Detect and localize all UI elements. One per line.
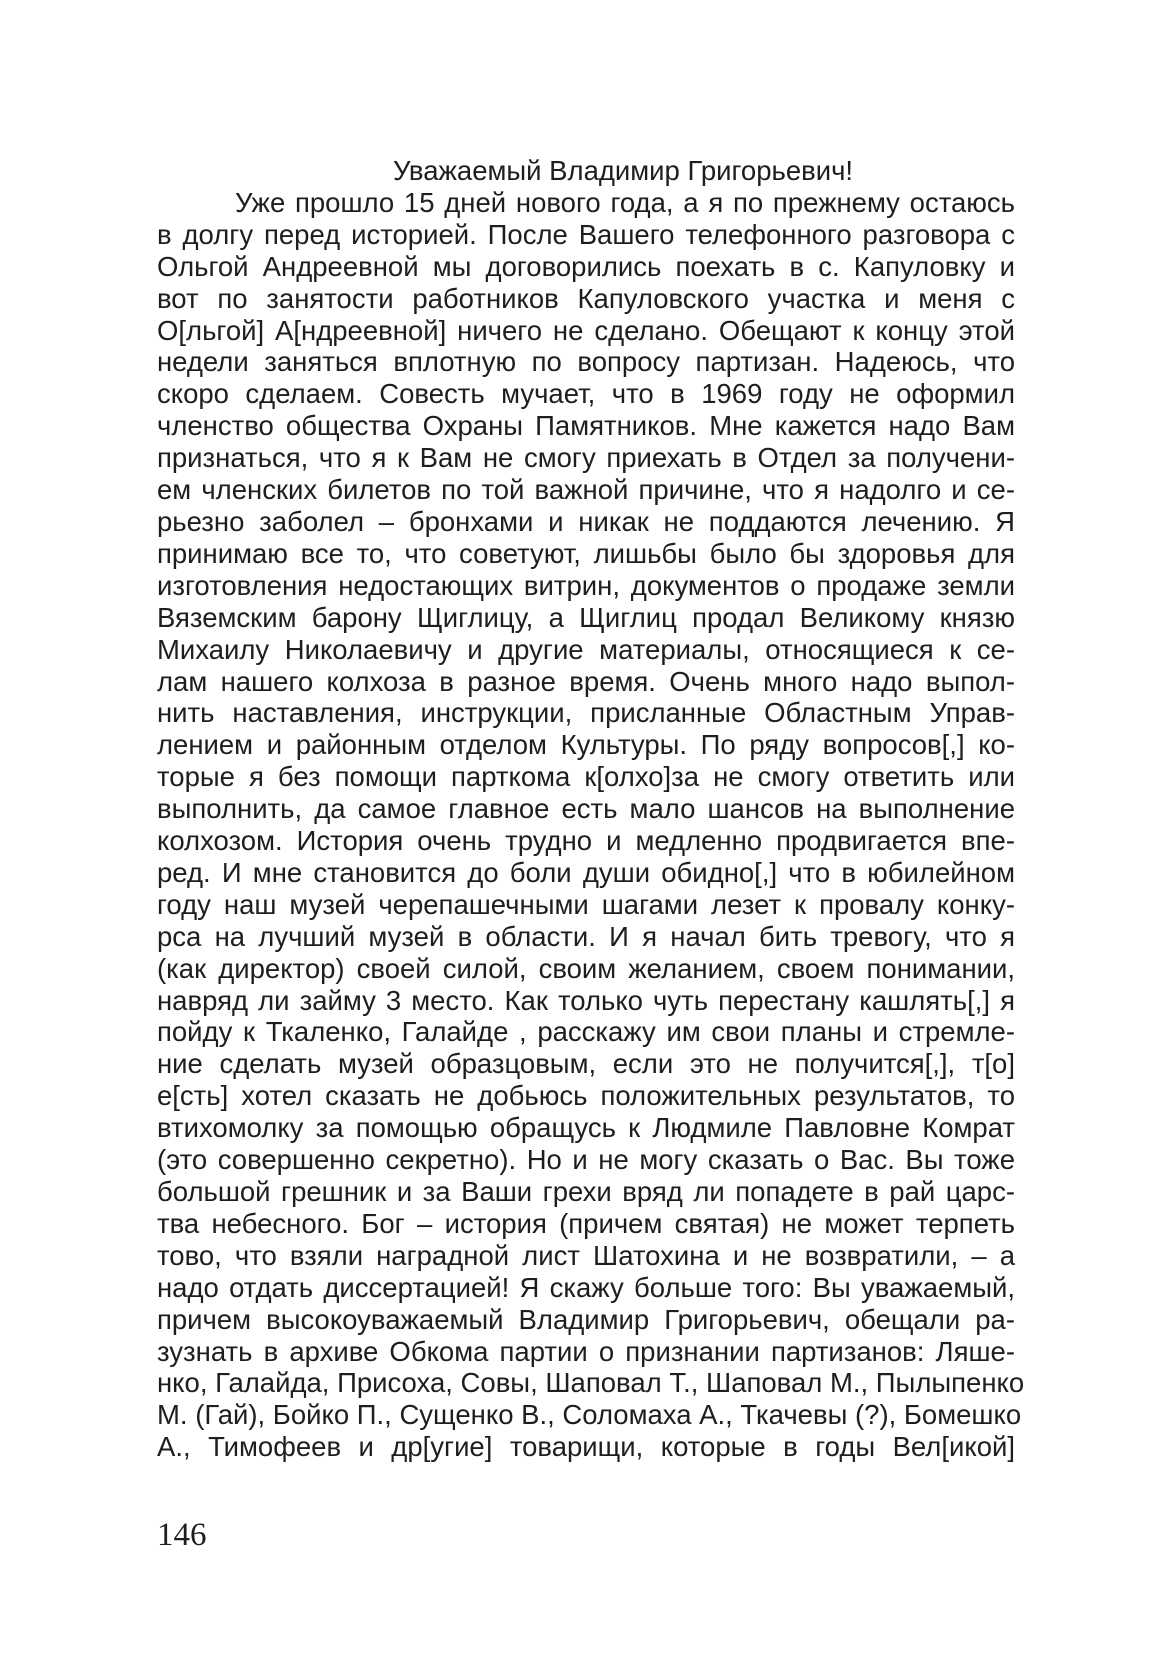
text-line: торые я без помощи парткома к[олхо]за не смогу ответить или — [157, 761, 1015, 793]
page-number: 146 — [157, 1517, 207, 1553]
text-line: рьезно заболел – бронхами и никак не поддаются лечению. Я — [157, 505, 1015, 537]
text-line: лением и районным отделом Культуры. По ряду вопросов[,] ко- — [157, 729, 1015, 761]
text-line: Вяземским барону Щиглицу, а Щиглиц продал Великому князю — [157, 601, 1015, 633]
text-line: ние сделать музей образцовым, если это не получится[,], т[о] — [157, 1048, 1015, 1080]
text-line: М. (Гай), Бойко П., Сущенко В., Соломаха А., Ткачевы (?), Бомешко — [157, 1399, 1022, 1431]
text-line: навряд ли займу 3 место. Как только чуть перестану кашлять[,] я — [157, 984, 1015, 1016]
text-line: причем высокоуважаемый Владимир Григорьевич, обещали ра- — [157, 1303, 1015, 1335]
text-line: колхозом. История очень трудно и медленно продвигается впе- — [157, 825, 1015, 857]
text-line: А., Тимофеев и др[угие] товарищи, которые в годы Вел[икой] — [157, 1431, 1015, 1463]
text-line: рса на лучший музей в области. И я начал бить тревогу, что я — [157, 920, 1015, 952]
text-line: году наш музей черепашечными шагами лезет к провалу конку- — [157, 888, 1015, 920]
text-line: вот по занятости работников Капуловского участка и меня с — [157, 282, 1015, 314]
letter-text — [157, 186, 1025, 1463]
text-line: скоро сделаем. Совесть мучает, что в 1969 году не оформил — [157, 378, 1015, 410]
text-line: тово, что взяли наградной лист Шатохина и не возвратили, – а — [157, 1239, 1015, 1271]
salutation: Уважаемый Владимир Григорьевич! — [393, 155, 854, 186]
text-line: Уже прошло 15 дней нового года, а я по прежнему остаюсь — [235, 186, 1015, 218]
text-line: зузнать в архиве Обкома партии о признании партизанов: Ляше- — [157, 1335, 1015, 1367]
text-line: членство общества Охраны Памятников. Мне кажется надо Вам — [157, 410, 1015, 442]
text-line: (это совершенно секретно). Но и не могу сказать о Вас. Вы тоже — [157, 1144, 1015, 1176]
text-line: выполнить, да самое главное есть мало шансов на выполнение — [157, 793, 1015, 825]
text-line: принимаю все то, что советуют, лишьбы было бы здоровья для — [157, 537, 1015, 569]
text-line: Ольгой Андреевной мы договорились поехать в с. Капуловку и — [157, 250, 1015, 282]
text-line: надо отдать диссертацией! Я скажу больше того: Вы уважаемый, — [157, 1271, 1015, 1303]
text-line: лам нашего колхоза в разное время. Очень много надо выпол- — [157, 665, 1015, 697]
text-line: О[льгой] А[ндреевной] ничего не сделано. Обещают к концу этой — [157, 314, 1015, 346]
text-line: ем членских билетов по той важной причине, что я надолго и се- — [157, 474, 1015, 506]
text-line: изготовления недостающих витрин, документов о продаже земли — [157, 569, 1015, 601]
text-line: нить наставления, инструкции, присланные Областным Управ- — [157, 697, 1015, 729]
text-line: Михаилу Николаевичу и другие материалы, относящиеся к се- — [157, 633, 1015, 665]
text-line: е[сть] хотел сказать не добьюсь положительных результатов, то — [157, 1080, 1015, 1112]
text-line: тва небесного. Бог – история (причем святая) не может терпеть — [157, 1207, 1015, 1239]
text-line: втихомолку за помощью обращусь к Людмиле Павловне Комрат — [157, 1112, 1015, 1144]
letter-body — [157, 155, 1025, 1463]
text-line: большой грешник и за Ваши грехи вряд ли попадете в рай царс- — [157, 1176, 1015, 1207]
text-line: (как директор) своей силой, своим желанием, своем понимании, — [157, 952, 1015, 984]
text-line: ред. И мне становится до боли души обидно[,] что в юбилейном — [157, 856, 1015, 888]
text-line: пойду к Ткаленко, Галайде , расскажу им свои планы и стремле- — [157, 1016, 1015, 1048]
text-line: признаться, что я к Вам не смогу приехать в Отдел за получени- — [157, 442, 1015, 474]
text-line: недели заняться вплотную по вопросу партизан. Надеюсь, что — [157, 346, 1015, 378]
text-line: нко, Галайда, Присоха, Совы, Шаповал Т., Шаповал М., Пылыпенко — [157, 1367, 1025, 1399]
text-line: в долгу перед историей. После Вашего телефонного разговора с — [157, 218, 1015, 250]
